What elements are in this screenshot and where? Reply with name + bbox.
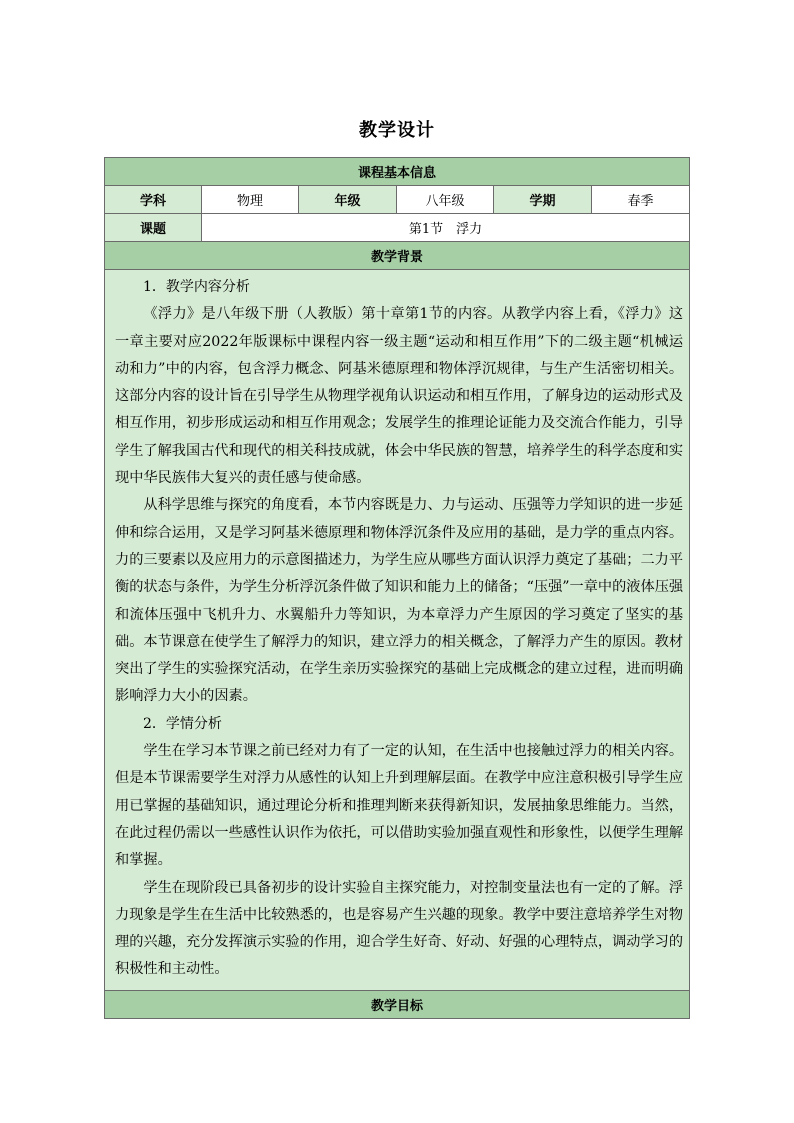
term-value: 春季 xyxy=(592,186,690,214)
heading-content-analysis: 1．教学内容分析 xyxy=(143,279,250,295)
heading-student-analysis: 2．学情分析 xyxy=(143,715,222,732)
section-row-background xyxy=(105,242,690,270)
lesson-design-table xyxy=(104,157,690,1019)
section-heading-goals: 教学目标 xyxy=(105,990,690,1018)
topic-row xyxy=(105,214,690,242)
document-title: 教学设计 xyxy=(359,120,435,141)
section-row-basic-info xyxy=(105,158,690,186)
background-content-row xyxy=(105,270,690,991)
topic-label: 课题 xyxy=(105,214,202,242)
section-heading-basic-info: 课程基本信息 xyxy=(105,158,690,186)
paragraph-content-2: 从科学思维与探究的角度看，本节内容既是力、力与运动、压强等力学知识的进一步延伸和综合运用，又是学习阿基米德原理和物体浮沉条件及应用的基础，是力学的重点内容。力的三要素以及应用力的示意图描述力，为学生应从哪些方面认识浮力奠定了基础；二力平衡的状态与条件，为学生分析浮沉条件做了知识和能力上的储备；“压强”一章中的液体压强和流体压强中飞机升力、水翼船升力等知识，为本章浮力产生原因的学习奠定了坚实的基础。本节课意在使学生了解浮力的知识，建立浮力的相关概念，了解浮力产生的原因。教材突出了学生的实验探究活动，在学生亲历实验探究的基础上完成概念的建立过程，进而明确影响浮力大小的因素。 xyxy=(115,497,684,705)
info-row xyxy=(105,186,690,214)
paragraph-student-1: 学生在学习本节课之前已经对力有了一定的认知，在生活中也接触过浮力的相关内容。但是本节课需要学生对浮力从感性的认知上升到理解层面。在教学中应注意积极引导学生应用已掌握的基础知识，通过理论分析和推理判断来获得新知识，发展抽象思维能力。当然，在此过程仍需以一些感性认识作为依托，可以借助实验加强直观性和形象性，以便学生理解和掌握。 xyxy=(115,743,684,869)
grade-value: 八年级 xyxy=(397,186,494,214)
subject-label: 学科 xyxy=(105,186,202,214)
background-content xyxy=(105,270,690,991)
section-row-goals xyxy=(105,990,690,1018)
grade-label: 年级 xyxy=(299,186,397,214)
paragraph-student-2: 学生在现阶段已具备初步的设计实验自主探究能力，对控制变量法也有一定的了解。浮力现象是学生在生活中比较熟悉的，也是容易产生兴趣的现象。教学中要注意培养学生对物理的兴趣，充分发挥演示实验的作用，迎合学生好奇、好动、好强的心理特点，调动学习的积极性和主动性。 xyxy=(115,879,684,978)
topic-value: 第1节 浮力 xyxy=(202,214,690,242)
subject-value: 物理 xyxy=(202,186,299,214)
term-label: 学期 xyxy=(494,186,592,214)
paragraph-content-1: 《浮力》是八年级下册（人教版）第十章第1节的内容。从教学内容上看，《浮力》这一章主要对应2022年版课标中课程内容一级主题“运动和相互作用”下的二级主题“机械运动和力”中的内容，包含浮力概念、阿基米德原理和物体浮沉规律，与生产生活密切相关。这部分内容的设计旨在引导学生从物理学视角认识运动和相互作用，了解身边的运动形式及相互作用，初步形成运动和相互作用观念；发展学生的推理论证能力及交流合作能力，引导学生了解我国古代和现代的相关科技成就，体会中华民族的智慧，培养学生的科学态度和实现中华民族伟大复兴的责任感与使命感。 xyxy=(115,306,684,487)
section-heading-background: 教学背景 xyxy=(105,242,690,270)
